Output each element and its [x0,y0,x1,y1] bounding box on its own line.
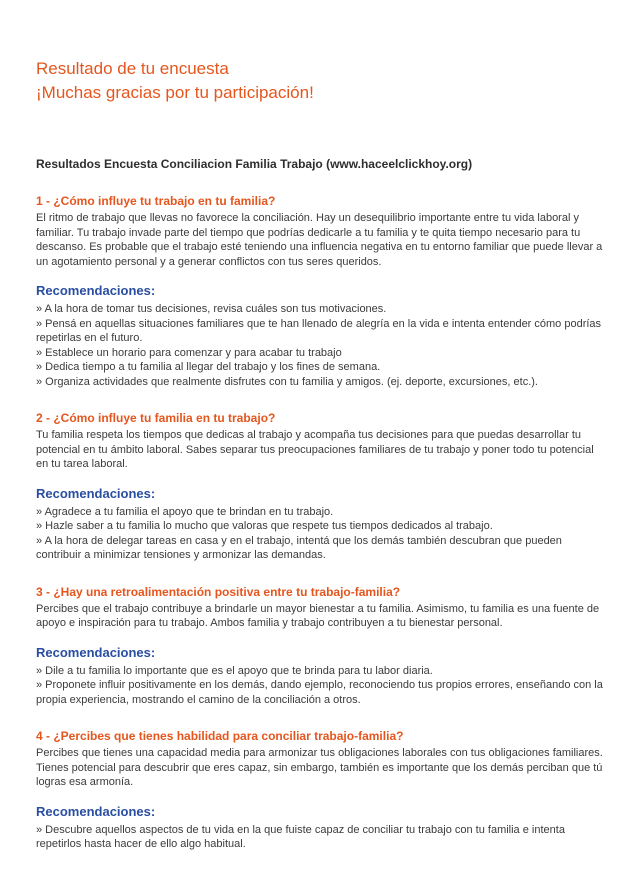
recommendation-item: » Establece un horario para comenzar y para acabar tu trabajo [36,346,342,359]
recommendation-item: » A la hora de delegar tareas en casa y en el trabajo, intentá que los demás también descubran que pueden contribuir a minimizar tensiones y armonizar las demandas. [36,534,562,561]
recommendations-heading: Recomendaciones: [36,803,156,819]
result-text: Percibes que el trabajo contribuye a brindarle un mayor bienestar a tu familia. Asimismo, tu familia es una fuente de apoyo e inspiración para tu trabajo. Ambos familia y trabajo contribuyen a tu bienestar personal. [36,602,600,629]
recommendation-item: » Dile a tu familia lo importante que es el apoyo que te brinda para tu labor diaria. [36,664,433,677]
results-subtitle: Resultados Encuesta Conciliacion Familia Trabajo (www.haceelclickhoy.org) [36,157,473,171]
recommendations-list [36,302,604,389]
recommendation-item: » Proponete influir positivamente en los demás, dando ejemplo, reconociendo tus propios errores, enseñando con la propia experiencia, mostrando el camino de la conciliación a otros. [36,679,603,706]
recommendations-list [36,664,604,708]
question-heading: 2 - ¿Cómo influye tu familia en tu trabajo? [36,411,276,425]
recommendation-item: » A la hora de tomar tus decisiones, revisa cuáles son tus motivaciones. [36,303,387,315]
recommendation-item: » Agradece a tu familia el apoyo que te brindan en tu trabajo. [36,505,334,518]
question-heading: 4 - ¿Percibes que tienes habilidad para conciliar trabajo-familia? [36,729,404,743]
result-text: Tu familia respeta los tiempos que dedicas al trabajo y acompaña tus decisiones para que puedas desarrollar tu potencial en tu ámbito laboral. Sabes separar tus preocupaciones familiares de tu trabajo y poner todo tu potencial en tu tarea laboral. [36,429,594,470]
page-header [36,57,604,172]
result-text: El ritmo de trabajo que llevas no favorece la conciliación. Hay un desequilibrio importante entre tu vida laboral y familiar. Tu trabajo invade parte del tiempo que podrías dedicarle a tu familia y te quita tiempo necesario para tu descanso. Es probable que el trabajo esté teniendo una influencia negativa en tu entorno familiar que puede llevar a un agotamiento personal y a generar conflictos con tus seres queridos. [36,212,603,268]
recommendation-item: » Hazle saber a tu familia lo mucho que valoras que respete tus tiempos dedicados al trabajo. [36,520,493,532]
recommendations-heading: Recomendaciones: [36,644,156,660]
recommendations-list [36,505,604,563]
recommendation-item: » Organiza actividades que realmente disfrutes con tu familia y amigos. (ej. deporte, excursiones, etc.). [36,375,538,388]
section-question-1 [36,194,604,389]
recommendations-heading: Recomendaciones: [36,283,156,298]
section-question-3 [36,585,604,708]
recommendation-item: » Dedica tiempo a tu familia al llegar del trabajo y los fines de semana. [36,361,381,373]
result-text: Percibes que tienes una capacidad media para armonizar tus obligaciones laborales con tus obligaciones familiares. Tienes potencial para descubrir que eres capaz, sin embargo, también es importante que los demás perciban que tú logras esa armonía. [36,747,603,788]
recommendation-item: » Descubre aquellos aspectos de tu vida en la que fuiste capaz de conciliar tu trabajo con tu familia e intenta repetirlos hasta hacer de ello algo habitual. [36,823,565,850]
title-line-1: Resultado de tu encuesta [36,59,229,78]
page-title [36,57,604,105]
title-line-2: ¡Muchas gracias por tu participación! [36,83,314,102]
section-question-2 [36,411,604,563]
question-heading: 1 - ¿Cómo influye tu trabajo en tu familia? [36,194,276,208]
recommendations-heading: Recomendaciones: [36,485,156,501]
recommendation-item: » Pensá en aquellas situaciones familiares que te han llenado de alegría en la vida e intenta entender cómo podrías repetirlas en el futuro. [36,317,602,344]
section-question-4 [36,729,604,852]
recommendations-list [36,823,604,852]
question-heading: 3 - ¿Hay una retroalimentación positiva entre tu trabajo-familia? [36,584,401,599]
